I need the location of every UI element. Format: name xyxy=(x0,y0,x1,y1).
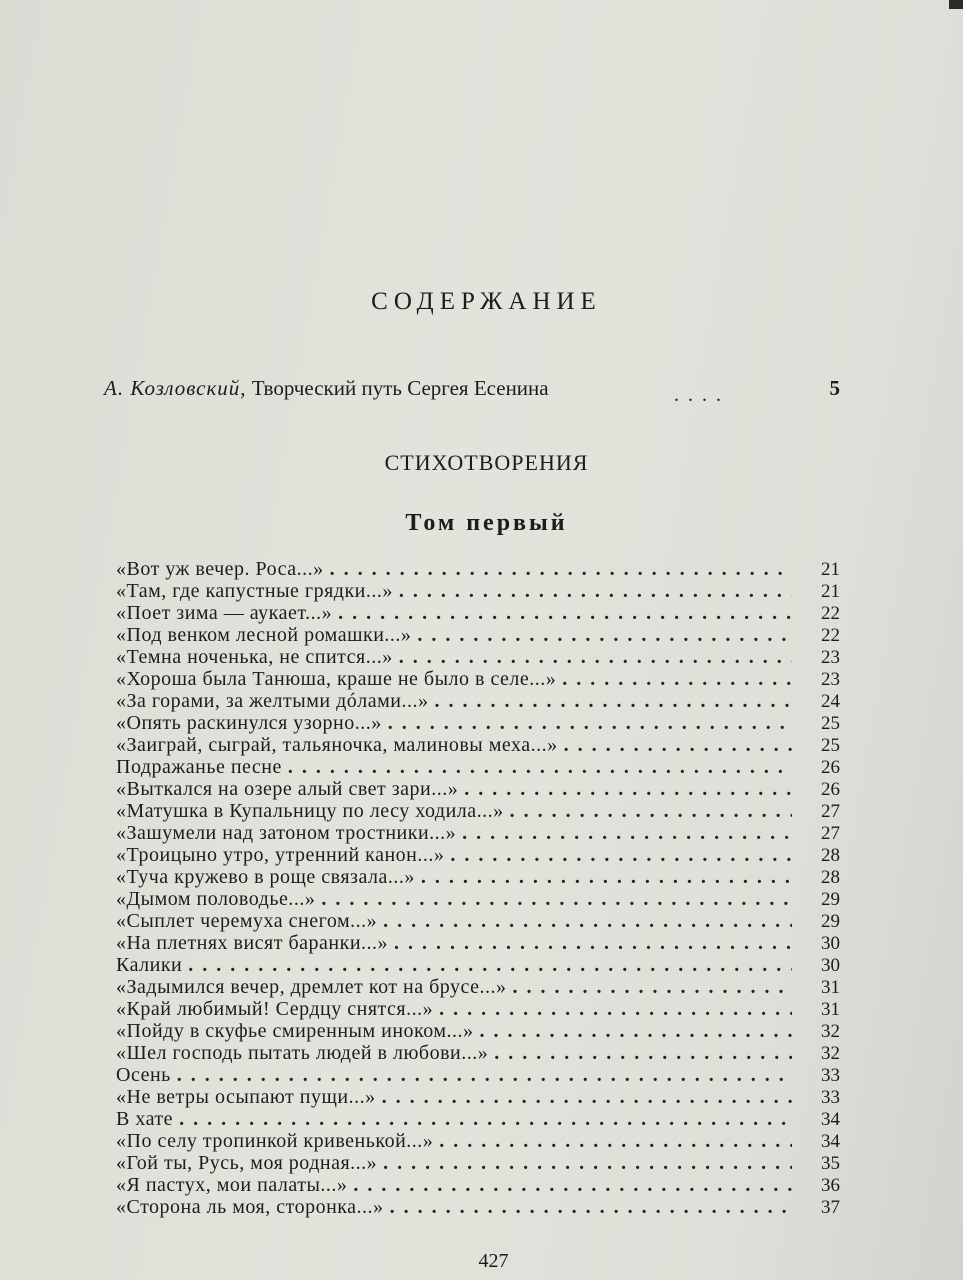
toc-leader-dots xyxy=(504,800,792,822)
toc-entry xyxy=(116,558,840,580)
toc-entry-title: «Дымом половодье...» xyxy=(116,888,316,910)
page-number: 427 xyxy=(478,1250,509,1272)
toc-leader-dots xyxy=(488,1042,792,1064)
toc-leader-dots xyxy=(324,558,792,580)
section-title: СТИХОТВОРЕНИЯ xyxy=(384,450,589,475)
toc-entry-title: «Вот уж вечер. Роса...» xyxy=(116,558,324,580)
toc-entry-page: 32 xyxy=(821,1021,840,1042)
toc-leader-dots xyxy=(282,756,792,778)
toc-entry xyxy=(116,1130,840,1152)
toc-entry-page: 31 xyxy=(821,977,840,998)
toc-entry xyxy=(116,822,840,844)
toc-entry-page: 33 xyxy=(821,1087,840,1108)
toc-leader-dots xyxy=(556,668,792,690)
toc-entry-title: «Туча кружево в роще связала...» xyxy=(116,866,415,888)
toc-entry-title: «Под венком лесной ромашки...» xyxy=(116,624,412,646)
toc-leader-dots xyxy=(558,734,792,756)
toc-leader-dots xyxy=(433,1130,792,1152)
toc-entry xyxy=(116,668,840,690)
toc-entry xyxy=(116,756,840,778)
toc-entry xyxy=(116,910,840,932)
intro-page-number: 5 xyxy=(829,376,840,400)
toc-entry xyxy=(116,646,840,668)
toc-entry-title: «Сторона ль моя, сторонка...» xyxy=(116,1196,384,1218)
toc-leader-dots xyxy=(384,1196,792,1218)
toc-entry xyxy=(116,712,840,734)
toc-entry-title: «За горами, за желтыми дóлами...» xyxy=(116,690,429,712)
toc-leader-dots xyxy=(415,866,792,888)
toc-leader-dots xyxy=(182,954,792,976)
page-title: СОДЕРЖАНИЕ xyxy=(371,288,602,315)
toc-entry-page: 23 xyxy=(821,647,840,668)
toc-entry xyxy=(116,580,840,602)
toc-leader-dots xyxy=(393,580,792,602)
toc-entry-title: «Зашумели над затоном тростники...» xyxy=(116,822,457,844)
toc-leader-dots xyxy=(388,932,792,954)
intro-author: А. Козловский, xyxy=(104,376,247,400)
toc-entry-title: «На плетнях висят баранки...» xyxy=(116,932,389,954)
toc-entry-page: 34 xyxy=(821,1131,840,1152)
toc-leader-dots xyxy=(456,822,792,844)
toc-leader-dots xyxy=(377,1152,792,1174)
toc-leader-dots xyxy=(507,976,792,998)
intro-entry xyxy=(104,376,840,406)
toc-entry-title: «Выткался на озере алый свет зари...» xyxy=(116,778,459,800)
toc-leader-dots xyxy=(444,844,792,866)
toc-entry-title: «Шел господь пытать людей в любови...» xyxy=(116,1042,489,1064)
toc-entry xyxy=(116,866,840,888)
toc-leader-dots xyxy=(382,712,792,734)
toc-entry-page: 26 xyxy=(821,757,840,778)
toc-entry-page: 30 xyxy=(821,955,840,976)
toc-entry xyxy=(116,602,840,624)
toc-entry xyxy=(116,690,840,712)
toc-entry-title: «Сыплет черемуха снегом...» xyxy=(116,910,378,932)
toc-entry-page: 31 xyxy=(821,999,840,1020)
toc-entry xyxy=(116,976,840,998)
toc-entry-page: 33 xyxy=(821,1065,840,1086)
toc-entry-page: 24 xyxy=(821,691,840,712)
toc-entry-page: 21 xyxy=(821,581,840,602)
toc-entry-page: 28 xyxy=(821,867,840,888)
toc-entry-title: «Троицыно утро, утренний канон...» xyxy=(116,844,445,866)
toc-entry-page: 27 xyxy=(821,823,840,844)
toc-entry-page: 25 xyxy=(821,735,840,756)
toc-leader-dots xyxy=(458,778,792,800)
toc-leader-dots xyxy=(332,602,792,624)
toc-entry-title: Подражанье песне xyxy=(116,756,282,778)
toc-leader-dots xyxy=(173,1108,792,1130)
intro-leader-dots: .... xyxy=(674,384,730,406)
toc-entry-page: 22 xyxy=(821,625,840,646)
toc-leader-dots xyxy=(171,1064,792,1086)
toc-entry xyxy=(116,800,840,822)
toc-entry-page: 26 xyxy=(821,779,840,800)
volume-title: Том первый xyxy=(405,510,568,536)
toc-entry xyxy=(116,954,840,976)
toc-entry xyxy=(116,888,840,910)
toc-entry-title: Калики xyxy=(116,954,183,976)
toc-entry-title: «Задымился вечер, дремлет кот на брусе...» xyxy=(116,976,507,998)
toc-entry xyxy=(116,1020,840,1042)
toc-entry-page: 32 xyxy=(821,1043,840,1064)
toc-entry-title: «Поет зима — аукает...» xyxy=(116,602,333,624)
toc-entry-page: 25 xyxy=(821,713,840,734)
toc-entry-title: В хате xyxy=(116,1108,174,1130)
intro-title: Творческий путь Сергея Есенина xyxy=(251,376,549,400)
toc-entry-title: «Пойду в скуфье смиренным иноком...» xyxy=(116,1020,474,1042)
toc-entry xyxy=(116,624,840,646)
toc-entry-page: 21 xyxy=(821,559,840,580)
toc-entry-title: «Заиграй, сыграй, тальяночка, малиновы меха...» xyxy=(116,734,558,756)
toc-entry xyxy=(116,1086,840,1108)
toc-entry-page: 29 xyxy=(821,911,840,932)
toc-entry-page: 37 xyxy=(821,1197,840,1218)
toc-leader-dots xyxy=(428,690,792,712)
toc-leader-dots xyxy=(433,998,792,1020)
toc-entry-page: 28 xyxy=(821,845,840,866)
toc-entry-title: «Гой ты, Русь, моя родная...» xyxy=(116,1152,378,1174)
toc-entry xyxy=(116,1108,840,1130)
toc-entry xyxy=(116,1042,840,1064)
toc-entry-title: «Матушка в Купальницу по лесу ходила...» xyxy=(116,800,504,822)
toc-entry-page: 29 xyxy=(821,889,840,910)
toc-entry-title: «Край любимый! Сердцу снятся...» xyxy=(116,998,434,1020)
toc-entry xyxy=(116,778,840,800)
toc-entry xyxy=(116,1174,840,1196)
toc-entry-title: «Там, где капустные грядки...» xyxy=(116,580,393,602)
toc-entry-title: Осень xyxy=(116,1064,171,1086)
corner-mark xyxy=(949,0,963,9)
toc-entry-title: «Я пастух, мои палаты...» xyxy=(116,1174,348,1196)
toc-entry-title: «По селу тропинкой кривенькой...» xyxy=(116,1130,434,1152)
toc-entry-page: 27 xyxy=(821,801,840,822)
toc-entry-title: «Опять раскинулся узорно...» xyxy=(116,712,382,734)
toc-entry xyxy=(116,844,840,866)
toc-leader-dots xyxy=(377,910,792,932)
toc-entry-page: 30 xyxy=(821,933,840,954)
toc-entry-page: 22 xyxy=(821,603,840,624)
toc-leader-dots xyxy=(393,646,792,668)
toc-entry-page: 36 xyxy=(821,1175,840,1196)
toc-entry xyxy=(116,998,840,1020)
toc-leader-dots xyxy=(347,1174,792,1196)
toc-entry xyxy=(116,932,840,954)
toc-leader-dots xyxy=(411,624,792,646)
toc-entry xyxy=(116,1152,840,1174)
toc-leader-dots xyxy=(315,888,792,910)
toc-entry xyxy=(116,1196,840,1218)
table-of-contents xyxy=(116,558,840,1218)
toc-leader-dots xyxy=(474,1020,792,1042)
toc-entry xyxy=(116,1064,840,1086)
toc-entry xyxy=(116,734,840,756)
toc-leader-dots xyxy=(376,1086,792,1108)
toc-entry-title: «Темна ноченька, не спится...» xyxy=(116,646,393,668)
toc-entry-page: 34 xyxy=(821,1109,840,1130)
toc-entry-page: 35 xyxy=(821,1153,840,1174)
toc-entry-title: «Хороша была Танюша, краше не было в селе...» xyxy=(116,668,557,690)
toc-entry-page: 23 xyxy=(821,669,840,690)
toc-entry-title: «Не ветры осыпают пущи...» xyxy=(116,1086,376,1108)
